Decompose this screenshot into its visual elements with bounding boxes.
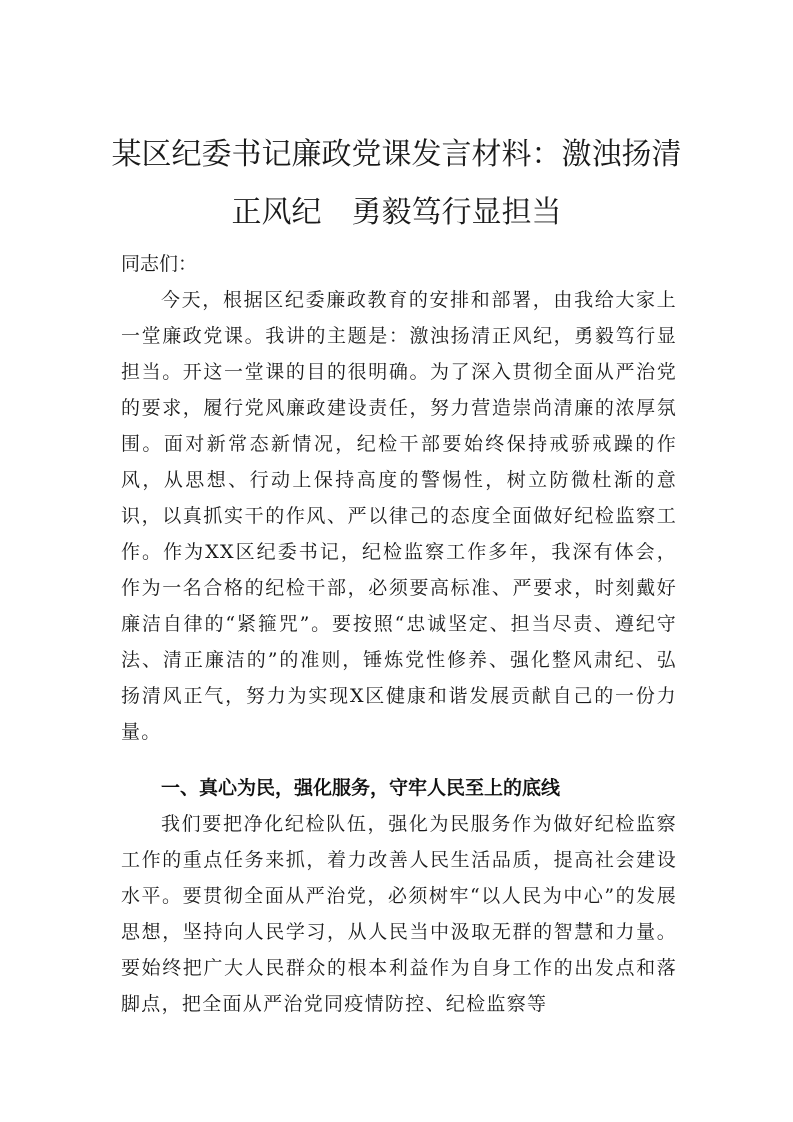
body-paragraph-1: 今天，根据区纪委廉政教育的安排和部署，由我给大家上一堂廉政党课。我讲的主题是：激浊扬清正风纪，勇毅笃行显担当。开这一堂课的目的很明确。为了深入贯彻全面从严治党的要求，履行党风廉政建设责任，努力营造崇尚清廉的浓厚氛围。面对新常态新情况，纪检干部要始终保持戒骄戒躁的作风，从思想、行动上保持高度的警惕性，树立防微杜渐的意识，以真抓实干的作风、严以律己的态度全面做好纪检监察工作。作为XX区纪委书记，纪检监察工作多年，我深有体会，作为一名合格的纪检干部，必须要高标准、严要求，时刻戴好廉洁自律的“紧箍咒”。要按照“忠诚坚定、担当尽责、遵纪守法、清正廉洁的”的准则，锤炼党性修养、强化整风肃纪、弘扬清风正气，努力为实现X区健康和谐发展贡献自己的一份力量。 xyxy=(121,289,677,743)
document-title-line-1: 某区纪委书记廉政党课发言材料：激浊扬清 xyxy=(111,137,682,172)
salutation: 同志们： xyxy=(121,253,198,275)
section-heading-1: 一、真心为民，强化服务，守牢人民至上的底线 xyxy=(161,777,561,799)
document-title-line-2: 正风纪 勇毅笃行显担当 xyxy=(231,195,562,230)
body-paragraph-2: 我们要把净化纪检队伍，强化为民服务作为做好纪检监察工作的重点任务来抓，着力改善人民生活品质，提高社会建设水平。要贯彻全面从严治党，必须树牢“以人民为中心”的发展思想，坚持向人民学习，从人民当中汲取无群的智慧和力量。要始终把广大人民群众的根本利益作为自身工作的出发点和落脚点，把全面从严治党同疫情防控、纪检监察等 xyxy=(121,813,677,1015)
